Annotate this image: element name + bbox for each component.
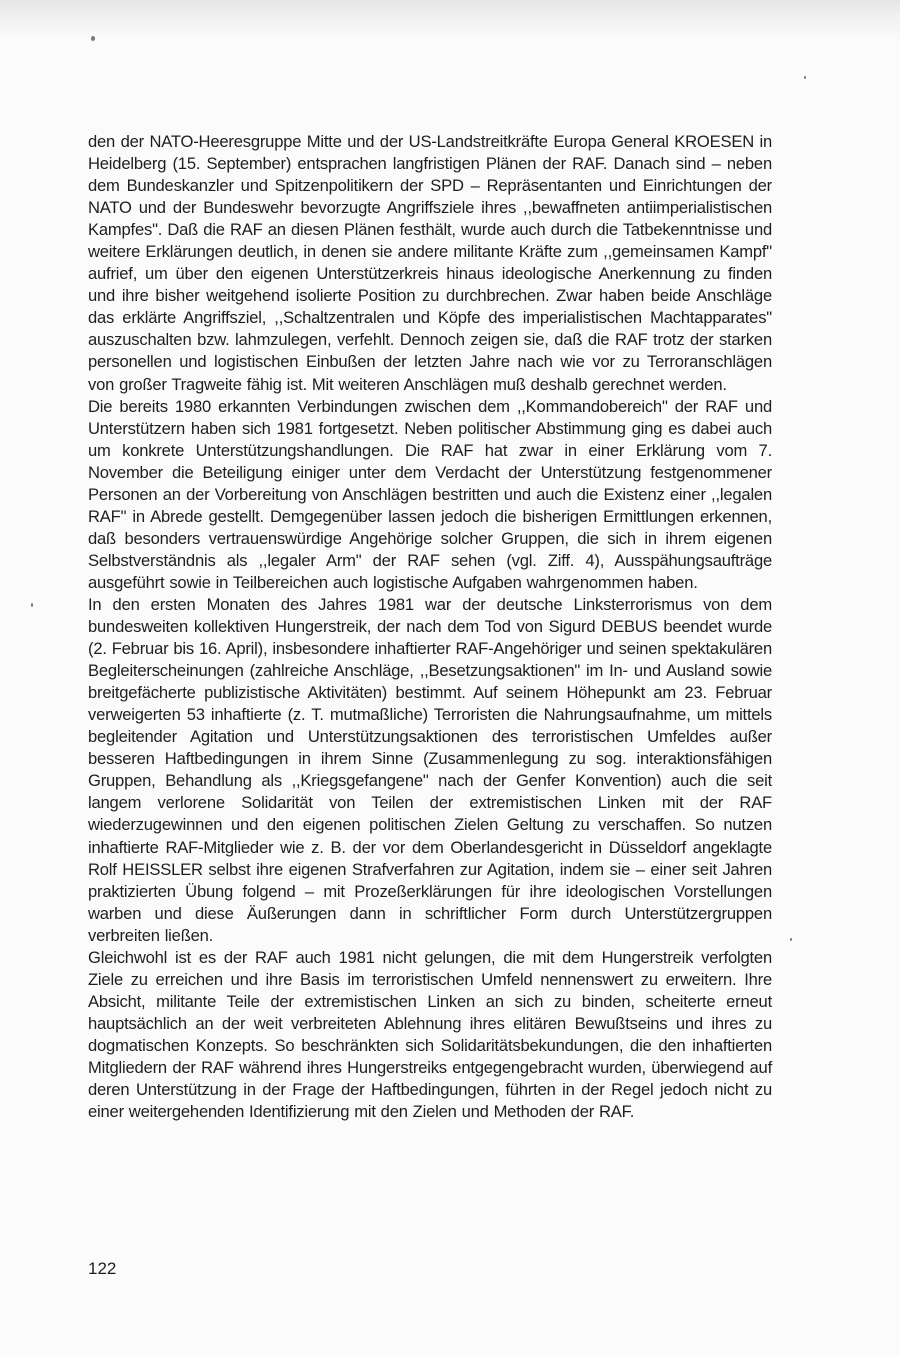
scan-speck xyxy=(804,76,806,79)
paragraph-3: In den ersten Monaten des Jahres 1981 war der deutsche Linksterrorismus von dem bundesweiten kollektiven Hungerstreik, der nach dem Tod von Sigurd DEBUS beendet wurde (2. Februar bis 16. April), insbesondere inhaftierter RAF-Angehöriger und seinen spektakulären Begleiterscheinungen (zahlreiche Anschläge, ,,Besetzungsaktionen" im In- und Ausland sowie breitgefächerte publizistische Aktivitäten) bestimmt. Auf seinem Höhepunkt am 23. Februar verweigerten 53 inhaftierte (z. T. mutmaßliche) Terroristen die Nahrungsaufnahme, um mittels begleitender Agitation und Unterstützungsaktionen des terroristischen Umfeldes außer besseren Haftbedingungen in ihrem Sinne (Zusammenlegung zu sog. interaktionsfähigen Gruppen, Behandlung als ,,Kriegsgefangene" nach der Genfer Konvention) auch die seit langem verlorene Solidarität von Teilen der extremistischen Linken mit der RAF wiederzugewinnen und den eigenen politischen Zielen Geltung zu verschaffen. So nutzen inhaftierte RAF-Mitglieder wie z. B. der vor dem Oberlandesgericht in Düsseldorf angeklagte Rolf HEISSLER selbst ihre eigenen Strafverfahren zur Agitation, indem sie – einer seit Jahren praktizierten Übung folgend – mit Prozeßerklärungen für ihre ideologischen Vorstellungen warben und diese Äußerungen dann in schriftlicher Form durch Unterstützergruppen verbreiten ließen. xyxy=(88,594,772,945)
scan-speck xyxy=(31,603,33,607)
body-text xyxy=(88,131,772,1123)
page-number: 122 xyxy=(88,1259,117,1278)
paragraph-1: den der NATO-Heeresgruppe Mitte und der US-Landstreitkräfte Europa General KROESEN in Heidelberg (15. September) entsprachen langfristigen Plänen der RAF. Danach sind – neben dem Bundeskanzler und Spitzenpolitikern der SPD – Repräsentanten und Einrichtungen der NATO und der Bundeswehr bevorzugte Angriffsziele ihres ,,bewaffneten antiimperialistischen Kampfes". Daß die RAF an diesen Plänen festhält, wurde auch durch die Tatbekenntnisse und weitere Erklärungen deutlich, in denen sie andere militante Kräfte zum ,,gemeinsamen Kampf" aufrief, um über den eigenen Unterstützerkreis hinaus ideologische Anerkennung zu finden und ihre bisher weitgehend isolierte Position zu durchbrechen. Zwar haben beide Anschläge das erklärte Angriffsziel, ,,Schaltzentralen und Köpfe des imperialistischen Machtapparates" auszuschalten bzw. lahmzulegen, verfehlt. Dennoch zeigen sie, daß die RAF trotz der starken personellen und logistischen Einbußen der letzten Jahre nach wie vor zu Terroranschlägen von großer Tragweite fähig ist. Mit weiteren Anschlägen muß deshalb gerechnet werden. xyxy=(88,132,772,394)
paragraph-2: Die bereits 1980 erkannten Verbindungen zwischen dem ,,Kommandobereich" der RAF und Unterstützern haben sich 1981 fortgesetzt. Neben politischer Abstimmung ging es dabei auch um konkrete Unterstützungshandlungen. Die RAF hat zwar in einer Erklärung vom 7. November die Beteiligung einiger unter dem Verdacht der Unterstützung festgenommener Personen an der Vorbereitung von Anschlägen bestritten und auch die Existenz einer ,,legalen RAF" in Abrede gestellt. Demgegenüber lassen jedoch die bisherigen Ermittlungen erkennen, daß besonders vertrauenswürdige Angehörige solcher Gruppen, die sich in ihrem eigenen Selbstverständnis als ,,legaler Arm" der RAF sehen (vgl. Ziff. 4), Ausspähungsaufträge ausgeführt sowie in Teilbereichen auch logistische Aufgaben wahrgenommen haben. xyxy=(88,396,772,592)
scan-edge-shading xyxy=(0,0,900,40)
scan-speck xyxy=(91,36,95,41)
scan-speck xyxy=(790,938,792,941)
paragraph-4: Gleichwohl ist es der RAF auch 1981 nicht gelungen, die mit dem Hungerstreik verfolgten Ziele zu erreichen und ihre Basis im terroristischen Umfeld nennenswert zu erweitern. Ihre Absicht, militante Teile der extremistischen Linken an sich zu binden, scheiterte erneut hauptsächlich an der weit verbreiteten Ablehnung ihres elitären Bewußtseins und ihres zu dogmatischen Konzepts. So beschränkten sich Solidaritätsbekundungen, die den inhaftierten Mitgliedern der RAF während ihres Hungerstreiks entgegengebracht wurden, überwiegend auf deren Unterstützung in der Frage der Haftbedingungen, führten in der Regel jedoch nicht zu einer weitergehenden Identifizierung mit den Zielen und Methoden der RAF. xyxy=(88,947,772,1122)
